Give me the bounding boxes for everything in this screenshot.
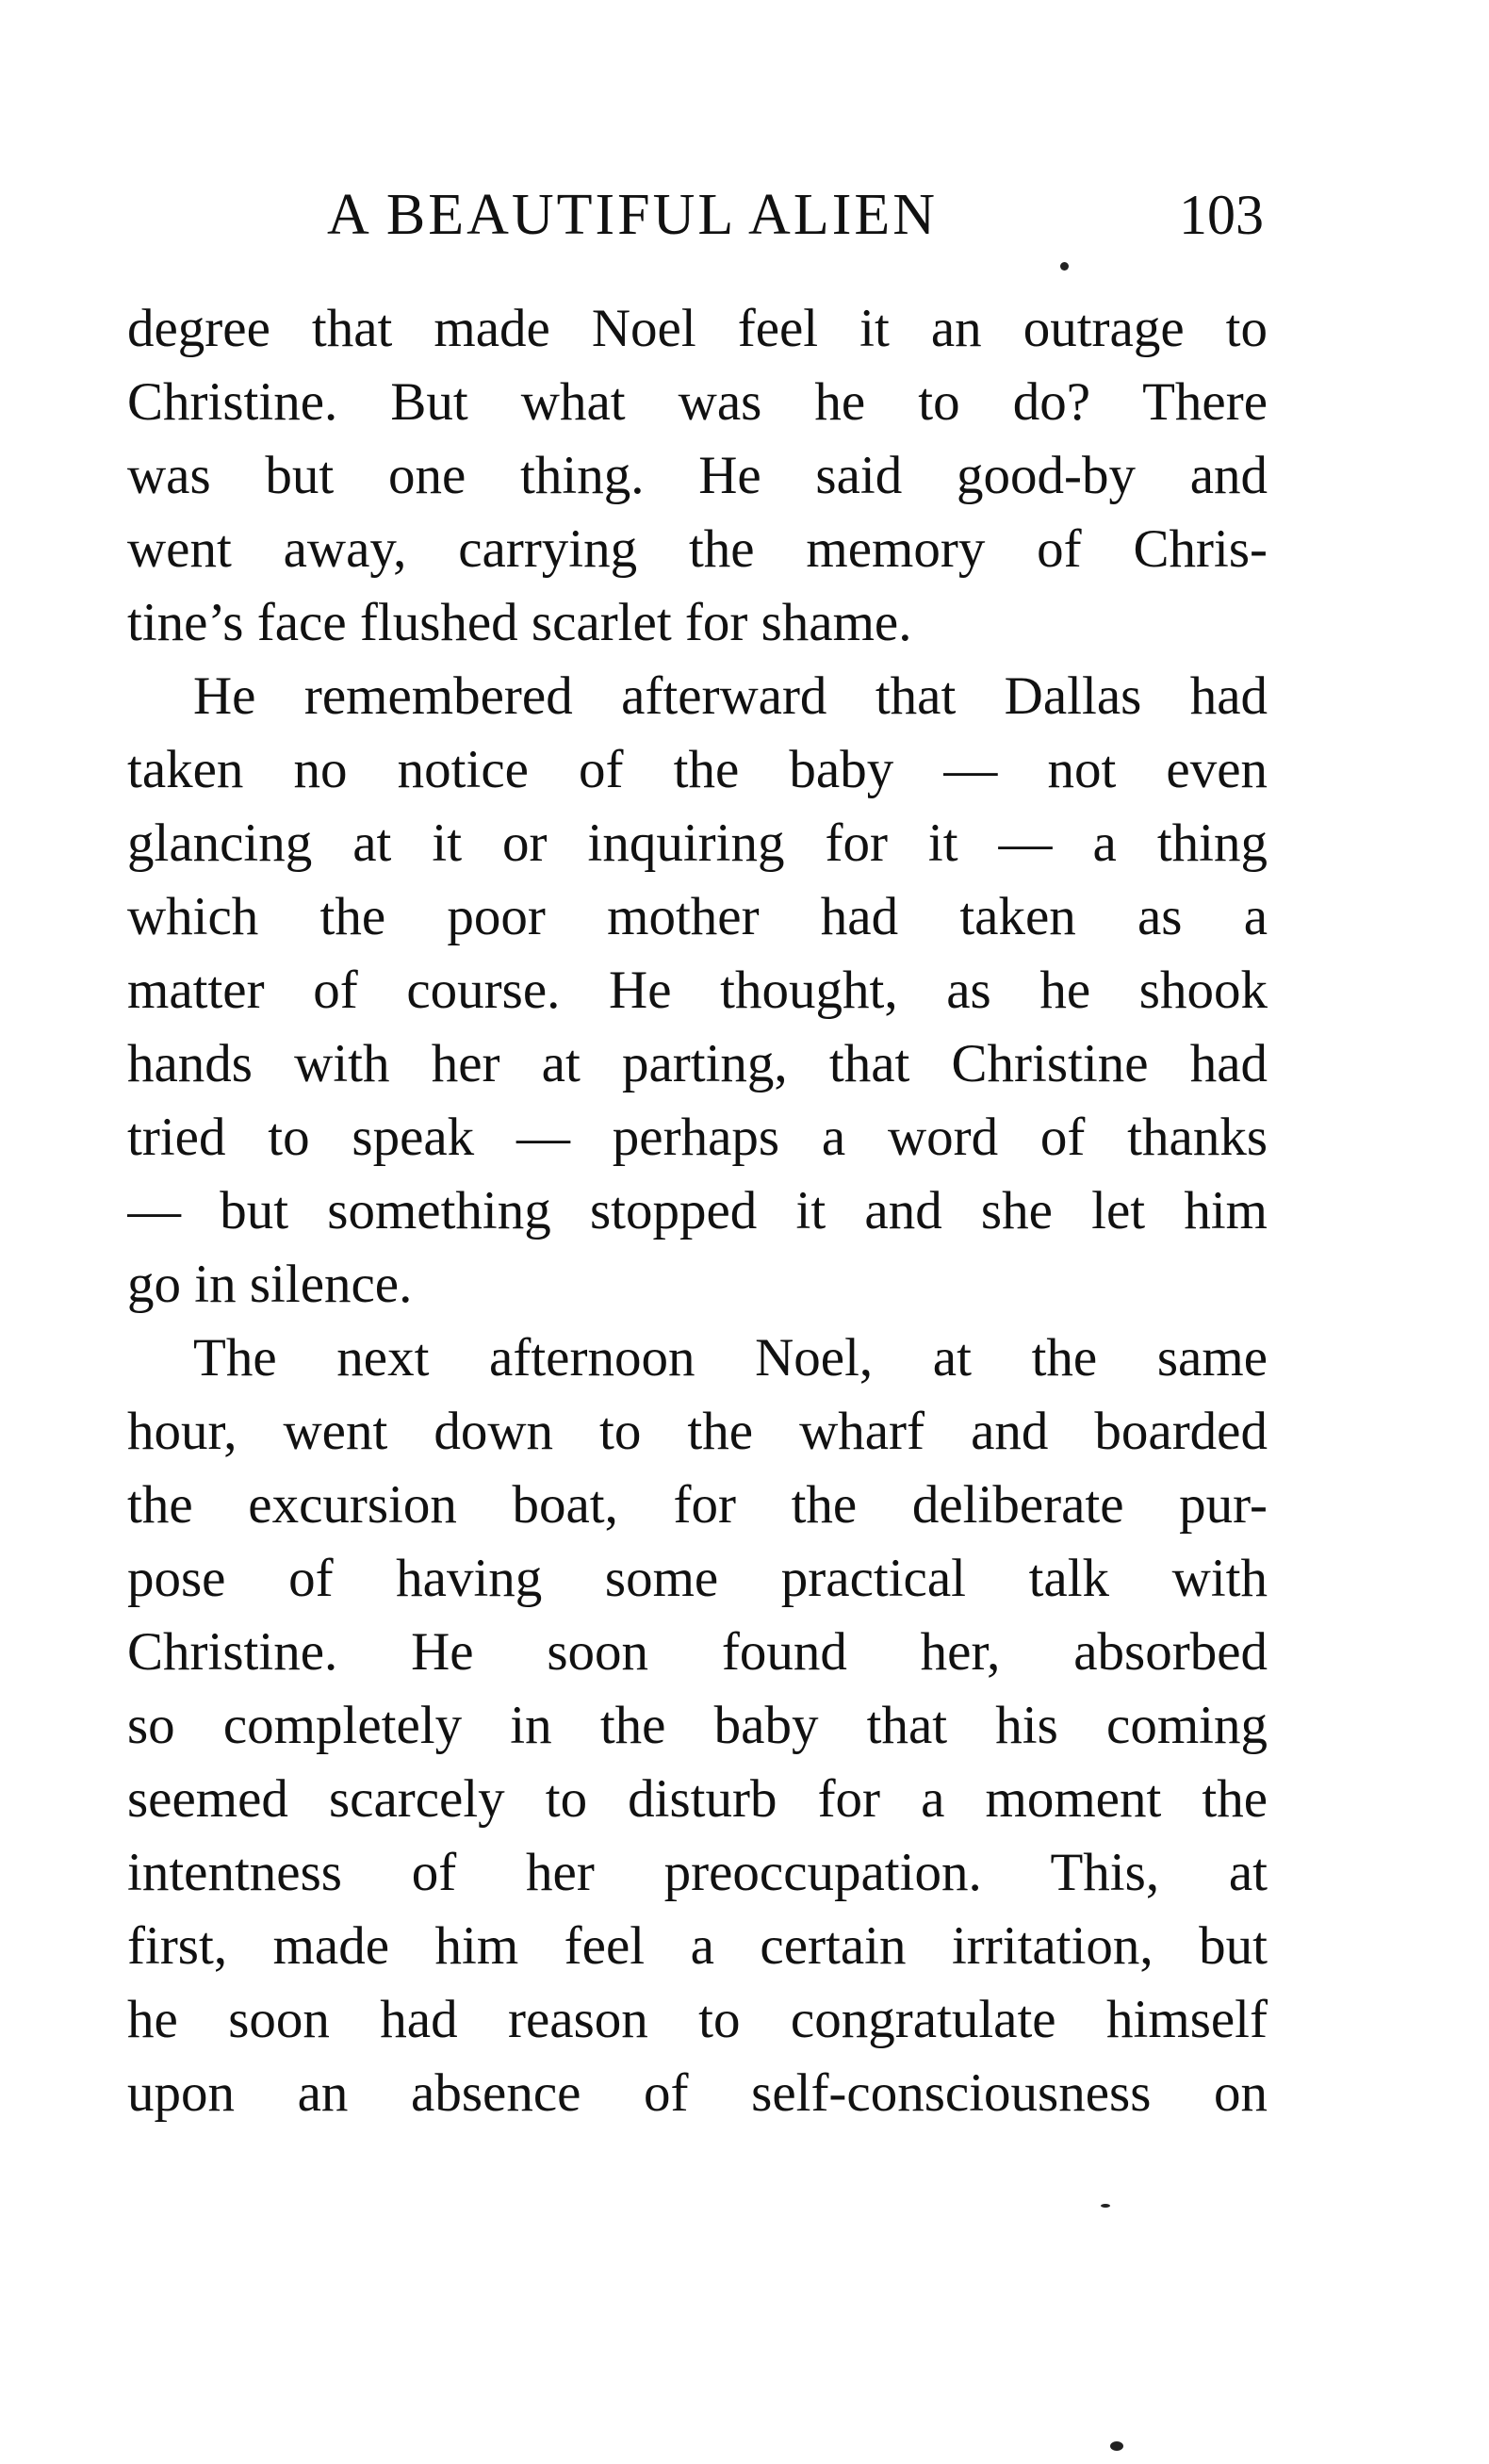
text-line: Christine. He soon found her, absorbed — [127, 1622, 1268, 1682]
text-line: upon an absence of self-consciousness on — [127, 2063, 1268, 2123]
text-line: pose of having some practical talk with — [127, 1549, 1268, 1608]
paragraph-start-line: The next afternoon Noel, at the same — [193, 1328, 1268, 1388]
text-line: he soon had reason to congratulate himself — [127, 1990, 1268, 2049]
text-line: hands with her at parting, that Christine had — [127, 1034, 1268, 1093]
page-number: 103 — [1179, 184, 1264, 246]
text-line: tine’s face flushed scarlet for shame. — [127, 593, 912, 652]
text-line: seemed scarcely to disturb for a moment the — [127, 1769, 1268, 1829]
text-line: the excursion boat, for the deliberate pur- — [127, 1475, 1268, 1535]
text-line: first, made him feel a certain irritation, but — [127, 1916, 1268, 1976]
ink-speck — [1101, 2204, 1110, 2208]
body-text — [127, 292, 1268, 2130]
running-head — [127, 177, 1268, 253]
text-line: glancing at it or inquiring for it — a thing — [127, 813, 1268, 873]
running-title: A BEAUTIFUL ALIEN — [327, 183, 938, 247]
text-line: went away, carrying the memory of Chris- — [127, 519, 1268, 579]
text-line: tried to speak — perhaps a word of thanks — [127, 1108, 1268, 1167]
text-line: was but one thing. He said good-by and — [127, 446, 1268, 505]
text-line: degree that made Noel feel it an outrage to — [127, 299, 1268, 358]
text-line: taken no notice of the baby — not even — [127, 740, 1268, 799]
text-line: matter of course. He thought, as he shook — [127, 961, 1268, 1020]
text-line: — but something stopped it and she let him — [127, 1181, 1268, 1240]
text-line: intentness of her preoccupation. This, at — [127, 1843, 1268, 1902]
text-line: which the poor mother had taken as a — [127, 887, 1268, 946]
ink-speck — [1110, 2441, 1123, 2451]
ink-speck — [1060, 262, 1069, 271]
text-line: go in silence. — [127, 1255, 413, 1314]
paragraph-start-line: He remembered afterward that Dallas had — [193, 666, 1268, 726]
text-line: hour, went down to the wharf and boarded — [127, 1402, 1268, 1461]
text-line: Christine. But what was he to do? There — [127, 372, 1268, 432]
text-line: so completely in the baby that his coming — [127, 1696, 1268, 1755]
